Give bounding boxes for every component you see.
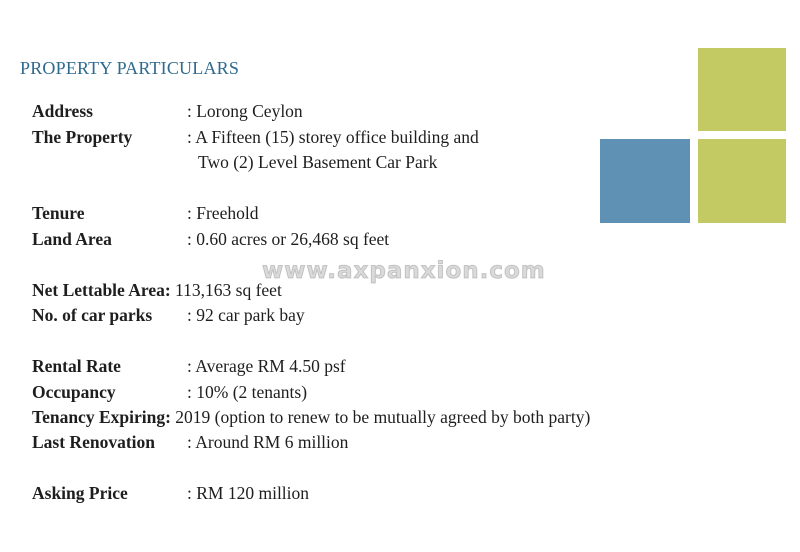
rental-rate-value: : Average RM 4.50 psf — [187, 356, 346, 376]
property-row-continued — [198, 151, 437, 173]
property-label: The Property — [32, 127, 133, 147]
asking-price-value: : RM 120 million — [187, 483, 310, 503]
last-renovation-label: Last Renovation — [32, 432, 155, 452]
asking-price-row — [32, 482, 309, 504]
car-parks-row — [32, 304, 305, 326]
land-area-value: : 0.60 acres or 26,468 sq feet — [187, 229, 390, 249]
page-title: PROPERTY PARTICULARS — [20, 58, 240, 78]
last-renovation-value: : Around RM 6 million — [187, 432, 349, 452]
occupancy-label: Occupancy — [32, 382, 116, 402]
car-parks-label: No. of car parks — [32, 305, 153, 325]
tenancy-expiring-value: 2019 (option to renew to be mutually agreed by both party) — [170, 407, 591, 427]
rental-rate-row — [32, 355, 346, 377]
tenure-label: Tenure — [32, 203, 85, 223]
decorative-square-blue — [600, 139, 690, 223]
tenancy-expiring-row — [32, 406, 590, 428]
occupancy-value: : 10% (2 tenants) — [187, 382, 308, 402]
property-value: : A Fifteen (15) storey office building and — [187, 127, 479, 147]
address-value: : Lorong Ceylon — [187, 101, 303, 121]
tenure-row — [32, 202, 258, 224]
last-renovation-row — [32, 431, 348, 453]
land-area-row — [32, 228, 389, 250]
tenancy-expiring-label: Tenancy Expiring: — [32, 407, 171, 427]
watermark: www.axpanxion.com — [262, 258, 546, 284]
rental-rate-label: Rental Rate — [32, 356, 121, 376]
tenure-value: : Freehold — [187, 203, 259, 223]
net-lettable-area-row — [32, 279, 282, 301]
occupancy-row — [32, 381, 307, 403]
decorative-square-green-bottom — [698, 139, 786, 223]
property-value-line2: Two (2) Level Basement Car Park — [198, 152, 438, 172]
asking-price-label: Asking Price — [32, 483, 128, 503]
decorative-square-green-top — [698, 48, 786, 131]
address-label: Address — [32, 101, 93, 121]
property-row — [32, 126, 479, 148]
net-lettable-area-label: Net Lettable Area: — [32, 280, 171, 300]
net-lettable-area-value: 113,163 sq feet — [170, 280, 282, 300]
land-area-label: Land Area — [32, 229, 112, 249]
car-parks-value: : 92 car park bay — [187, 305, 305, 325]
address-row — [32, 100, 303, 122]
